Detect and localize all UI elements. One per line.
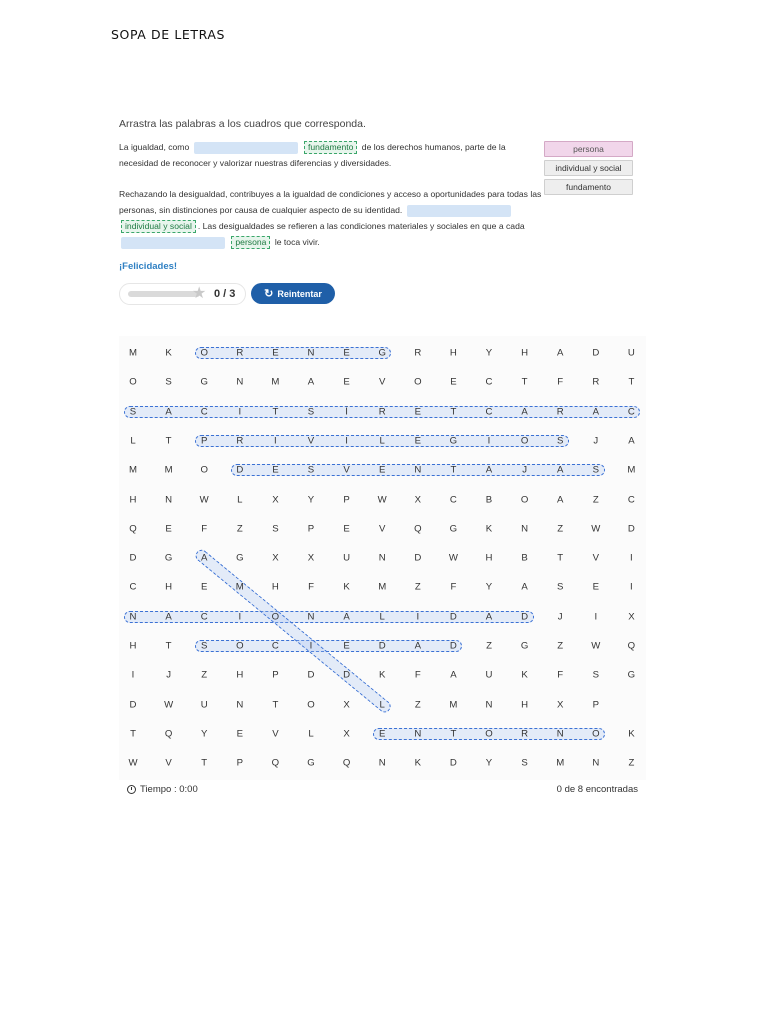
grid-letter[interactable]: D — [307, 669, 315, 681]
grid-letter[interactable]: T — [628, 376, 635, 388]
grid-letter[interactable]: H — [129, 640, 137, 652]
grid-letter[interactable]: K — [485, 523, 493, 535]
grid-letter[interactable]: V — [378, 376, 386, 388]
grid-letter[interactable]: S — [165, 376, 172, 388]
grid-letter[interactable]: V — [272, 728, 279, 740]
grid-letter[interactable]: Z — [628, 757, 635, 769]
grid-letter[interactable]: H — [129, 494, 137, 505]
grid-letter[interactable]: O — [129, 376, 137, 388]
grid-letter[interactable]: T — [450, 406, 457, 418]
grid-letter[interactable]: S — [556, 435, 564, 447]
grid-letter[interactable]: N — [414, 728, 422, 740]
score-text: 0 / 3 — [214, 288, 236, 300]
grid-letter[interactable]: M — [164, 464, 173, 476]
grid-letter[interactable]: O — [236, 640, 244, 652]
grid-letter[interactable]: N — [307, 347, 315, 359]
grid-letter[interactable]: F — [450, 581, 457, 593]
grid-letter[interactable]: D — [378, 640, 386, 652]
grid-letter[interactable]: N — [129, 611, 137, 623]
grid-letter[interactable]: E — [343, 523, 350, 535]
grid-letter[interactable]: E — [343, 376, 350, 388]
grid-letter[interactable]: H — [236, 669, 244, 681]
grid-letter[interactable]: D — [236, 464, 244, 476]
grid-letter[interactable]: X — [343, 699, 350, 711]
paragraph-1 — [119, 139, 544, 171]
grid-letter[interactable]: I — [630, 552, 633, 564]
grid-letter[interactable]: X — [343, 728, 350, 740]
grid-letter[interactable]: Y — [200, 728, 208, 740]
grid-letter[interactable]: N — [414, 464, 422, 476]
grid-letter[interactable]: I — [630, 581, 633, 593]
grid-letter[interactable]: H — [165, 581, 173, 593]
grid-letter[interactable]: T — [272, 406, 279, 418]
grid-letter[interactable]: I — [238, 611, 242, 623]
paragraph-1-text-b: de los derechos humanos, parte de la necesidad de reconocer y valorizar nuestras diferencias y diversidades. — [119, 142, 506, 168]
grid-letter[interactable]: A — [556, 347, 564, 359]
grid-letter[interactable]: A — [628, 435, 635, 447]
grid-letter[interactable]: O — [520, 494, 529, 505]
grid-letter[interactable]: D — [592, 347, 600, 359]
grid-letter[interactable]: Z — [201, 669, 208, 681]
grid-letter[interactable]: G — [449, 523, 458, 535]
grid-letter[interactable]: T — [165, 640, 172, 652]
grid-letter[interactable]: E — [378, 728, 386, 740]
grid-letter[interactable]: D — [449, 611, 457, 623]
grid-letter[interactable]: M — [627, 464, 636, 476]
star-icon: ★ — [192, 285, 207, 302]
grid-letter[interactable]: Q — [627, 640, 636, 652]
grid-letter[interactable]: E — [592, 581, 599, 593]
grid-letter[interactable]: P — [307, 523, 315, 535]
grid-letter[interactable]: N — [378, 757, 386, 769]
grid-letter[interactable]: P — [200, 435, 208, 447]
grid-letter[interactable]: K — [414, 757, 421, 769]
grid-letter[interactable]: Z — [236, 523, 243, 535]
grid-letter[interactable]: Z — [557, 523, 564, 535]
grid-letter[interactable]: M — [271, 376, 280, 388]
grid-letter[interactable]: M — [235, 581, 244, 593]
grid-letter[interactable]: O — [200, 347, 208, 359]
grid-letter[interactable]: T — [557, 552, 564, 564]
found-word-highlight — [195, 347, 391, 359]
grid-letter[interactable]: E — [450, 376, 457, 388]
grid-letter[interactable]: C — [449, 494, 457, 505]
grid-letter[interactable]: D — [449, 640, 457, 652]
grid-letter[interactable]: S — [129, 406, 137, 418]
grid-letter[interactable]: D — [627, 523, 635, 535]
grid-letter[interactable]: F — [414, 669, 421, 681]
grid-letter[interactable]: C — [627, 494, 635, 505]
grid-letter[interactable]: A — [165, 611, 172, 623]
grid-letter[interactable]: S — [521, 757, 528, 769]
paragraph-2-text-b: . Las desigualdades se refieren a las condiciones materiales y sociales en que a cada — [197, 221, 525, 231]
grid-letter[interactable]: X — [307, 552, 315, 564]
grid-letter[interactable]: A — [165, 406, 172, 418]
grid-letter[interactable]: I — [345, 435, 348, 447]
grid-letter[interactable]: K — [521, 669, 528, 681]
grid-letter[interactable]: G — [378, 347, 386, 359]
grid-letter[interactable]: Y — [485, 581, 493, 593]
paragraph-2-text-a: Rechazando la desigualdad, contribuyes a la igualdad de condiciones y acceso a oportunidades para todas las personas, sin distinciones por causa de cualquier aspecto de su identidad. — [119, 189, 542, 215]
grid-letter[interactable]: K — [628, 728, 635, 740]
grid-letter[interactable]: W — [448, 552, 458, 564]
grid-letter[interactable]: A — [414, 640, 421, 652]
grid-letter[interactable]: U — [343, 552, 351, 564]
grid-letter[interactable]: I — [131, 669, 135, 681]
drop-box-3[interactable] — [121, 237, 225, 249]
score-indicator — [119, 283, 246, 305]
refresh-icon: ↻ — [264, 288, 274, 300]
grid-letter[interactable]: E — [272, 464, 279, 476]
grid-letter[interactable]: G — [627, 669, 636, 681]
grid-letter[interactable]: K — [378, 669, 386, 681]
grid-letter[interactable]: W — [199, 494, 209, 505]
grid-letter[interactable]: P — [272, 669, 279, 681]
score-progress-bar — [128, 291, 200, 297]
grid-letter[interactable]: D — [414, 552, 422, 564]
grid-letter[interactable]: H — [485, 552, 493, 564]
grid-letter[interactable]: O — [271, 611, 280, 623]
grid-letter[interactable]: S — [592, 669, 599, 681]
grid-letter[interactable]: O — [307, 699, 315, 711]
grid-letter[interactable]: C — [485, 406, 493, 418]
grid-letter[interactable]: N — [236, 699, 244, 711]
grid-letter[interactable]: H — [449, 347, 457, 359]
grid-letter[interactable]: A — [343, 611, 350, 623]
grid-letter[interactable]: J — [593, 435, 599, 447]
grid-letter[interactable]: F — [557, 376, 564, 388]
grid-letter[interactable]: M — [449, 699, 458, 711]
grid-letter[interactable]: E — [200, 581, 208, 593]
grid-letter[interactable]: A — [592, 406, 599, 418]
grid-letter[interactable]: B — [521, 552, 528, 564]
found-counter: 0 de 8 encontradas — [556, 784, 638, 795]
grid-letter[interactable]: Z — [486, 640, 492, 652]
grid-letter[interactable]: S — [200, 640, 208, 652]
grid-letter[interactable]: L — [237, 494, 243, 505]
grid-letter[interactable]: R — [236, 435, 244, 447]
grid-letter[interactable]: V — [307, 435, 315, 447]
found-word-highlight — [124, 611, 534, 623]
grid-letter[interactable]: E — [378, 464, 386, 476]
grid-letter[interactable]: A — [450, 669, 457, 681]
word-bank-item-fundamento[interactable]: fundamento — [544, 179, 633, 195]
grid-letter[interactable]: D — [129, 699, 137, 711]
grid-letter[interactable]: N — [556, 728, 564, 740]
grid-letter[interactable]: X — [628, 611, 635, 623]
grid-letter[interactable]: V — [592, 552, 599, 564]
grid-letter[interactable]: U — [200, 699, 208, 711]
grid-letter[interactable]: D — [129, 552, 137, 564]
grid-letter[interactable]: H — [271, 581, 279, 593]
grid-letter[interactable]: A — [556, 494, 564, 505]
grid-letter[interactable]: O — [200, 464, 208, 476]
grid-letter[interactable]: V — [378, 523, 386, 535]
grid-letter[interactable]: I — [594, 611, 598, 623]
grid-letter[interactable]: W — [377, 494, 387, 505]
grid-letter[interactable]: T — [272, 699, 279, 711]
grid-letter[interactable]: U — [627, 347, 635, 359]
grid-letter[interactable]: G — [307, 757, 315, 769]
drop-box-2[interactable] — [407, 205, 511, 217]
grid-letter[interactable]: V — [343, 464, 350, 476]
grid-letter[interactable]: C — [129, 581, 137, 593]
grid-letter[interactable]: Q — [271, 757, 280, 769]
grid-letter[interactable]: M — [129, 347, 137, 359]
grid-letter[interactable]: U — [485, 669, 493, 681]
grid-letter[interactable]: N — [236, 376, 244, 388]
found-word-highlight — [193, 548, 393, 715]
grid-letter[interactable]: C — [627, 406, 635, 418]
grid-letter[interactable]: A — [485, 611, 493, 623]
placed-word-fundamento[interactable]: fundamento — [304, 141, 357, 154]
grid-letter[interactable]: P — [236, 757, 243, 769]
grid-letter[interactable]: J — [522, 464, 527, 476]
grid-letter[interactable]: L — [308, 728, 314, 740]
grid-letter[interactable]: P — [592, 699, 599, 711]
paragraph-1-text-a: La igualdad, como — [119, 142, 190, 152]
grid-letter[interactable]: Z — [557, 640, 564, 652]
grid-letter[interactable]: T — [165, 435, 172, 447]
grid-letter[interactable]: A — [521, 581, 528, 593]
grid-letter[interactable]: R — [521, 728, 529, 740]
grid-letter[interactable]: E — [165, 523, 172, 535]
grid-letter[interactable]: S — [592, 464, 599, 476]
grid-letter[interactable]: X — [272, 552, 279, 564]
grid-letter[interactable]: G — [200, 376, 208, 388]
grid-letter[interactable]: I — [274, 435, 277, 447]
grid-letter[interactable]: R — [592, 376, 600, 388]
grid-letter[interactable]: O — [520, 435, 529, 447]
grid-letter[interactable]: Y — [485, 757, 493, 769]
grid-letter[interactable]: D — [521, 611, 529, 623]
grid-letter[interactable]: B — [485, 494, 493, 505]
grid-letter[interactable]: F — [201, 523, 208, 535]
drop-box-1[interactable] — [194, 142, 298, 154]
grid-letter[interactable]: N — [165, 494, 173, 505]
grid-letter[interactable]: R — [556, 406, 564, 418]
timer-label: Tiempo : 0:00 — [140, 784, 198, 795]
grid-letter[interactable]: N — [485, 699, 493, 711]
grid-letter[interactable]: L — [379, 611, 385, 623]
placed-word-persona[interactable]: persona — [231, 236, 270, 249]
grid-letter[interactable]: N — [307, 611, 315, 623]
paragraph-2 — [119, 186, 544, 250]
grid-letter[interactable]: E — [343, 347, 350, 359]
clock-icon — [127, 785, 136, 794]
grid-letter[interactable]: V — [165, 757, 172, 769]
grid-letter[interactable]: Z — [414, 699, 421, 711]
grid-letter[interactable]: D — [343, 669, 351, 681]
grid-letter[interactable]: E — [414, 435, 421, 447]
grid-letter[interactable]: Z — [592, 494, 599, 505]
grid-letter[interactable]: T — [450, 464, 457, 476]
grid-letter[interactable]: M — [556, 757, 565, 769]
grid-letter[interactable]: T — [450, 728, 457, 740]
grid-letter[interactable]: E — [343, 640, 350, 652]
grid-letter[interactable]: N — [521, 523, 529, 535]
grid-letter[interactable]: O — [485, 728, 493, 740]
grid-letter[interactable]: Y — [307, 494, 315, 505]
grid-letter[interactable]: A — [307, 376, 315, 388]
grid-letter[interactable]: X — [272, 494, 279, 505]
grid-letter[interactable]: A — [485, 464, 493, 476]
grid-letter[interactable]: G — [236, 552, 244, 564]
grid-letter[interactable]: H — [521, 699, 529, 711]
grid-letter[interactable]: T — [130, 728, 136, 740]
grid-letter[interactable]: S — [556, 581, 564, 593]
grid-letter[interactable]: W — [128, 757, 138, 769]
grid-letter[interactable]: A — [521, 406, 528, 418]
grid-letter[interactable]: M — [378, 581, 387, 593]
grid-letter[interactable]: M — [129, 464, 137, 476]
grid-letter[interactable]: I — [416, 611, 420, 623]
grid-letter[interactable]: Z — [414, 581, 421, 593]
grid-letter[interactable]: C — [271, 640, 279, 652]
grid-letter[interactable]: O — [414, 376, 422, 388]
exercise-instruction: Arrastra las palabras a los cuadros que corresponda. — [119, 118, 366, 130]
grid-letter[interactable]: R — [378, 406, 386, 418]
grid-letter[interactable]: W — [591, 640, 601, 652]
retry-label: Reintentar — [277, 288, 322, 299]
grid-letter[interactable]: D — [449, 757, 457, 769]
word-search-grid[interactable] — [119, 336, 646, 780]
retry-button[interactable] — [251, 283, 335, 304]
grid-letter[interactable]: R — [414, 347, 422, 359]
grid-letter[interactable]: S — [307, 464, 315, 476]
grid-letter[interactable]: E — [414, 406, 421, 418]
grid-letter[interactable]: K — [343, 581, 350, 593]
grid-letter[interactable]: S — [272, 523, 279, 535]
placed-word-individual-social[interactable]: individual y social — [121, 220, 196, 233]
grid-letter[interactable]: Q — [164, 728, 173, 740]
grid-letter[interactable]: P — [343, 494, 350, 505]
document-title: SOPA DE LETRAS — [111, 27, 226, 42]
grid-letter[interactable]: C — [200, 611, 208, 623]
timer — [127, 784, 198, 795]
grid-letter[interactable]: T — [521, 376, 528, 388]
grid-letter[interactable]: N — [378, 552, 386, 564]
grid-letter[interactable]: F — [557, 669, 564, 681]
grid-letter[interactable]: K — [165, 347, 172, 359]
grid-letter[interactable]: F — [308, 581, 314, 593]
feedback-message: ¡Felicidades! — [119, 261, 178, 272]
grid-letter[interactable]: X — [556, 699, 564, 711]
grid-letter[interactable]: H — [521, 347, 529, 359]
grid-letter[interactable]: E — [272, 347, 279, 359]
grid-letter[interactable]: G — [449, 435, 458, 447]
word-bank — [544, 141, 633, 198]
grid-letter[interactable]: Y — [485, 347, 493, 359]
grid-letter[interactable]: I — [238, 406, 242, 418]
grid-letter[interactable]: L — [379, 435, 385, 447]
grid-letter[interactable]: J — [557, 611, 563, 623]
grid-letter[interactable]: I — [309, 640, 313, 652]
grid-letter[interactable]: C — [200, 406, 208, 418]
grid-letter[interactable]: Q — [414, 523, 422, 535]
grid-letter[interactable]: T — [201, 757, 208, 769]
grid-letter[interactable]: A — [556, 464, 564, 476]
grid-letter[interactable]: A — [200, 552, 208, 564]
grid-letter[interactable]: Í — [345, 406, 348, 418]
grid-letter[interactable]: O — [592, 728, 600, 740]
grid-letter[interactable]: G — [520, 640, 529, 652]
grid-letter[interactable]: W — [164, 699, 174, 711]
grid-letter[interactable]: S — [307, 406, 315, 418]
grid-letter[interactable]: W — [591, 523, 601, 535]
grid-letter[interactable]: I — [487, 435, 491, 447]
grid-letter[interactable]: L — [130, 435, 136, 447]
grid-letter[interactable]: Q — [129, 523, 137, 535]
grid-letter[interactable]: G — [164, 552, 173, 564]
grid-letter[interactable]: E — [236, 728, 243, 740]
paragraph-2-text-c: le toca vivir. — [274, 237, 320, 247]
grid-letter[interactable]: C — [485, 376, 493, 388]
grid-letter[interactable]: L — [379, 699, 385, 711]
grid-letter[interactable]: Q — [342, 757, 351, 769]
word-bank-item-persona[interactable]: persona — [544, 141, 633, 157]
grid-letter[interactable]: X — [414, 494, 421, 505]
grid-letter[interactable]: J — [166, 669, 171, 681]
grid-letter[interactable]: N — [592, 757, 600, 769]
grid-letter[interactable]: R — [236, 347, 244, 359]
word-bank-item-individual-social[interactable]: individual y social — [544, 160, 633, 176]
